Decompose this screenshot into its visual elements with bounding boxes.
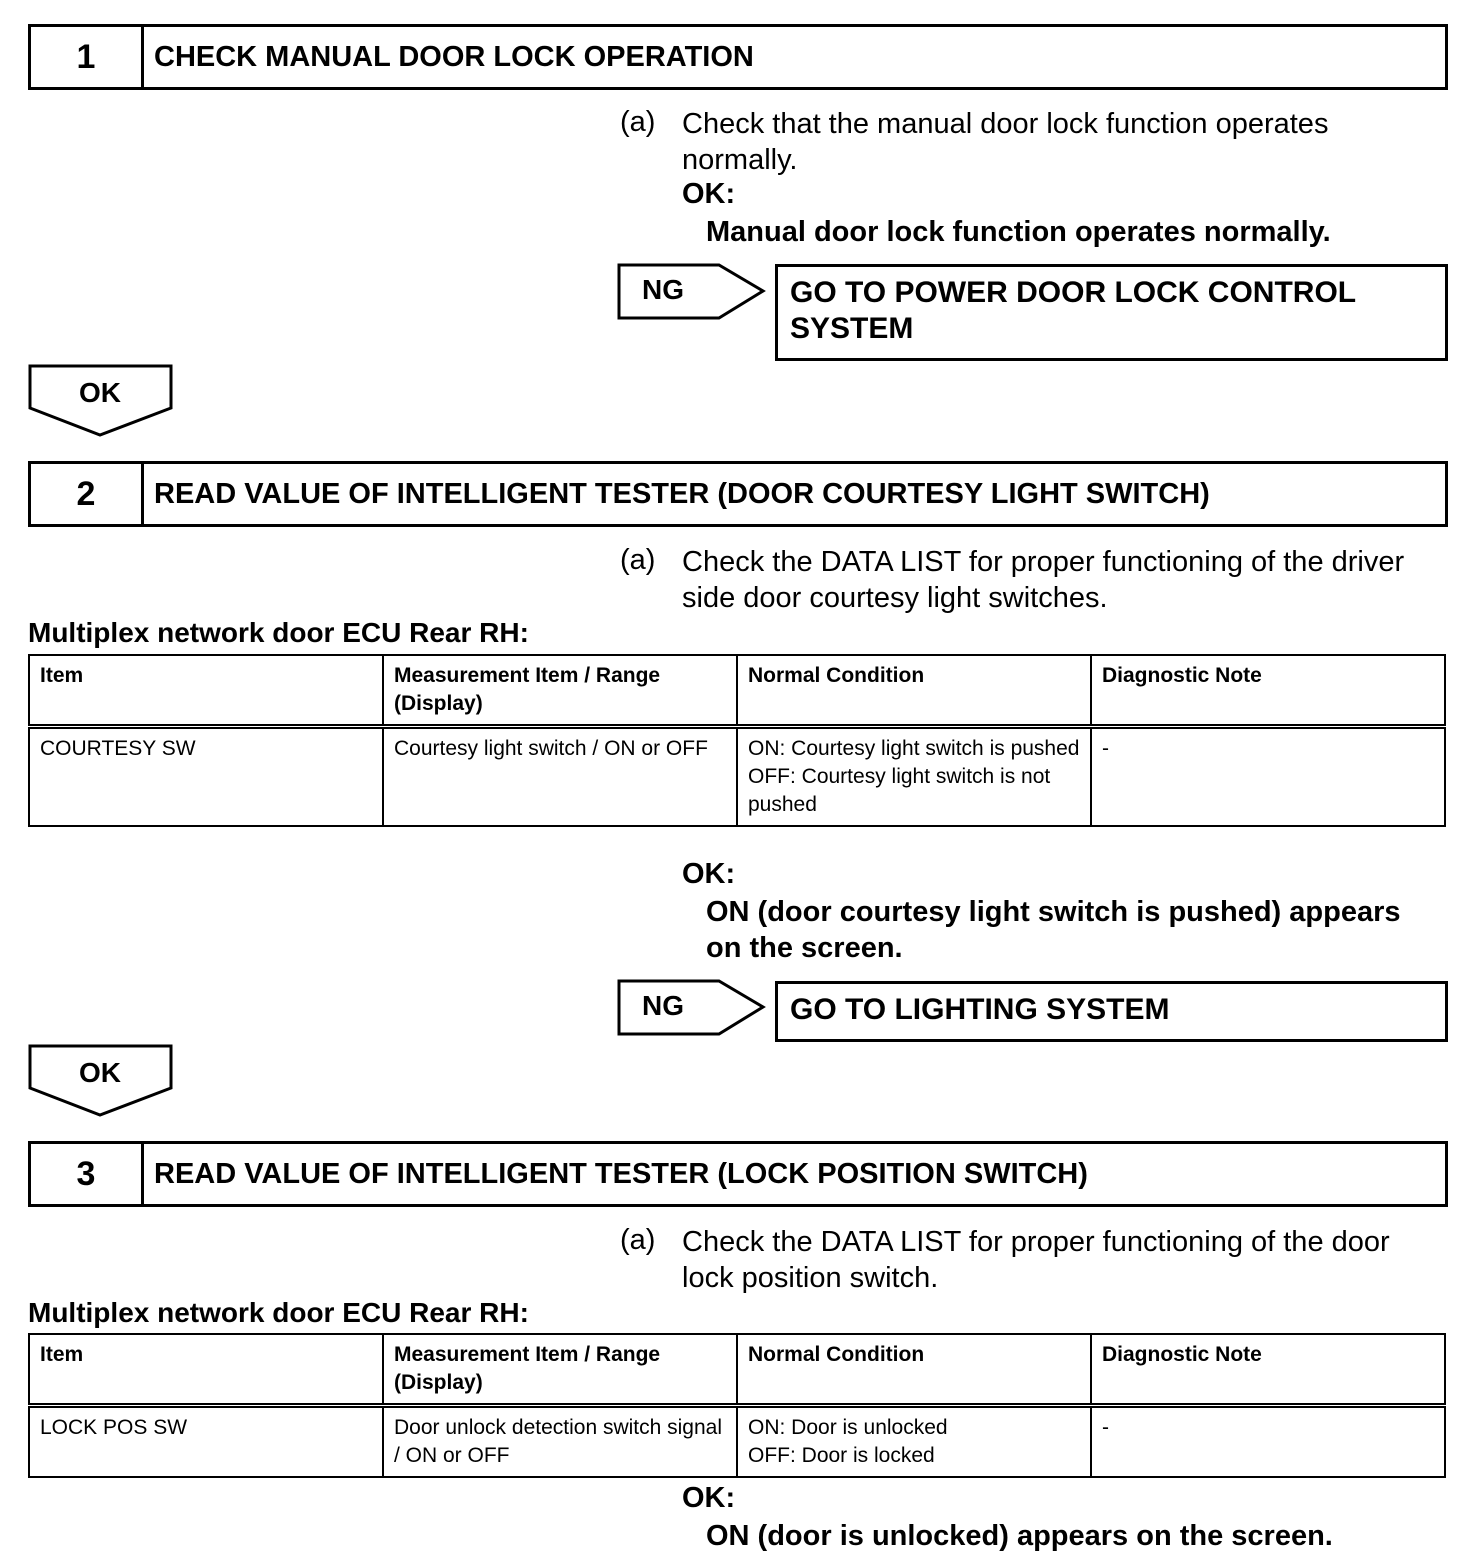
- header-diagnostic-note: Diagnostic Note: [1091, 1334, 1445, 1406]
- goto-line: GO TO POWER DOOR LOCK CONTROL: [790, 276, 1357, 309]
- instruction-line: Check the DATA LIST for proper functioning of the door: [682, 1226, 1390, 1258]
- table-header-row: [29, 1334, 1445, 1406]
- instruction-line: Check that the manual door lock function operates: [682, 108, 1329, 140]
- step-number: 2: [31, 464, 144, 524]
- header-item: Item: [29, 1334, 383, 1406]
- data-list-table: [28, 1333, 1446, 1478]
- instruction-text: [682, 544, 1404, 616]
- table-caption: Multiplex network door ECU Rear RH:: [28, 617, 529, 648]
- goto-power-door-lock-box[interactable]: [775, 264, 1448, 361]
- header-normal-condition: Normal Condition: [737, 1334, 1091, 1406]
- ok-criteria-label: OK:: [682, 1482, 736, 1514]
- instruction-line: side door courtesy light switches.: [682, 582, 1108, 614]
- instruction-line: lock position switch.: [682, 1262, 939, 1294]
- header-measurement: Measurement Item / Range (Display): [383, 655, 737, 727]
- ok-criteria-label: OK:: [682, 178, 736, 210]
- cell-item: LOCK POS SW: [29, 1406, 383, 1478]
- table-row: [29, 1406, 1445, 1478]
- header-item: Item: [29, 655, 383, 727]
- ok-criteria-line: ON (door courtesy light switch is pushed) appears: [706, 896, 1401, 928]
- normal-condition-line: OFF: Door is locked: [748, 1444, 935, 1467]
- cell-measurement: Courtesy light switch / ON or OFF: [383, 727, 737, 827]
- normal-condition-line: OFF: Courtesy light switch is not pushed: [748, 765, 1051, 816]
- cell-diagnostic-note: -: [1091, 1406, 1445, 1478]
- ng-arrow-icon: [617, 979, 769, 1039]
- step-number: 3: [31, 1144, 144, 1204]
- ok-criteria-label: OK:: [682, 858, 736, 890]
- table-caption: Multiplex network door ECU Rear RH:: [28, 1297, 529, 1328]
- instruction-text: [682, 106, 1328, 178]
- instruction-label: (a): [620, 1224, 656, 1256]
- step-1-header: [28, 24, 1448, 90]
- ok-criteria-text: [706, 894, 1401, 966]
- normal-condition-line: ON: Courtesy light switch is pushed: [748, 737, 1080, 760]
- header-diagnostic-note: Diagnostic Note: [1091, 655, 1445, 727]
- goto-lighting-system-box[interactable]: [775, 981, 1448, 1042]
- ok-criteria-line: ON (door is unlocked) appears on the screen.: [706, 1520, 1333, 1552]
- instruction-label: (a): [620, 544, 656, 576]
- cell-diagnostic-note: -: [1091, 727, 1445, 827]
- cell-measurement: Door unlock detection switch signal / ON or OFF: [383, 1406, 737, 1478]
- ng-arrow-icon: [617, 263, 769, 323]
- ok-criteria-text: [706, 1518, 1333, 1554]
- ng-label: NG: [642, 990, 684, 1021]
- cell-item: COURTESY SW: [29, 727, 383, 827]
- ok-criteria-text: [706, 214, 1331, 250]
- ok-criteria-line: Manual door lock function operates normally.: [706, 216, 1331, 248]
- cell-normal-condition: [737, 727, 1091, 827]
- step-title: READ VALUE OF INTELLIGENT TESTER (DOOR COURTESY LIGHT SWITCH): [154, 477, 1210, 510]
- instruction-line: Check the DATA LIST for proper functioning of the driver: [682, 546, 1405, 578]
- header-measurement: Measurement Item / Range (Display): [383, 1334, 737, 1406]
- step-2-header: [28, 461, 1448, 527]
- goto-line: SYSTEM: [790, 312, 914, 345]
- cell-normal-condition: [737, 1406, 1091, 1478]
- instruction-text: [682, 1224, 1390, 1296]
- data-list-table: [28, 654, 1446, 827]
- step-title: READ VALUE OF INTELLIGENT TESTER (LOCK POSITION SWITCH): [154, 1157, 1088, 1190]
- step-number: 1: [31, 27, 144, 87]
- ok-arrow-label: OK: [79, 1057, 121, 1088]
- instruction-line: normally.: [682, 144, 798, 176]
- ok-criteria-line: on the screen.: [706, 932, 903, 964]
- table-row: [29, 727, 1445, 827]
- normal-condition-line: ON: Door is unlocked: [748, 1416, 948, 1439]
- instruction-label: (a): [620, 106, 656, 138]
- table-header-row: [29, 655, 1445, 727]
- step-3-header: [28, 1141, 1448, 1207]
- ng-label: NG: [642, 274, 684, 305]
- step-title: CHECK MANUAL DOOR LOCK OPERATION: [154, 40, 754, 73]
- header-normal-condition: Normal Condition: [737, 655, 1091, 727]
- goto-line: GO TO LIGHTING SYSTEM: [790, 993, 1170, 1026]
- ok-arrow-label: OK: [79, 377, 121, 408]
